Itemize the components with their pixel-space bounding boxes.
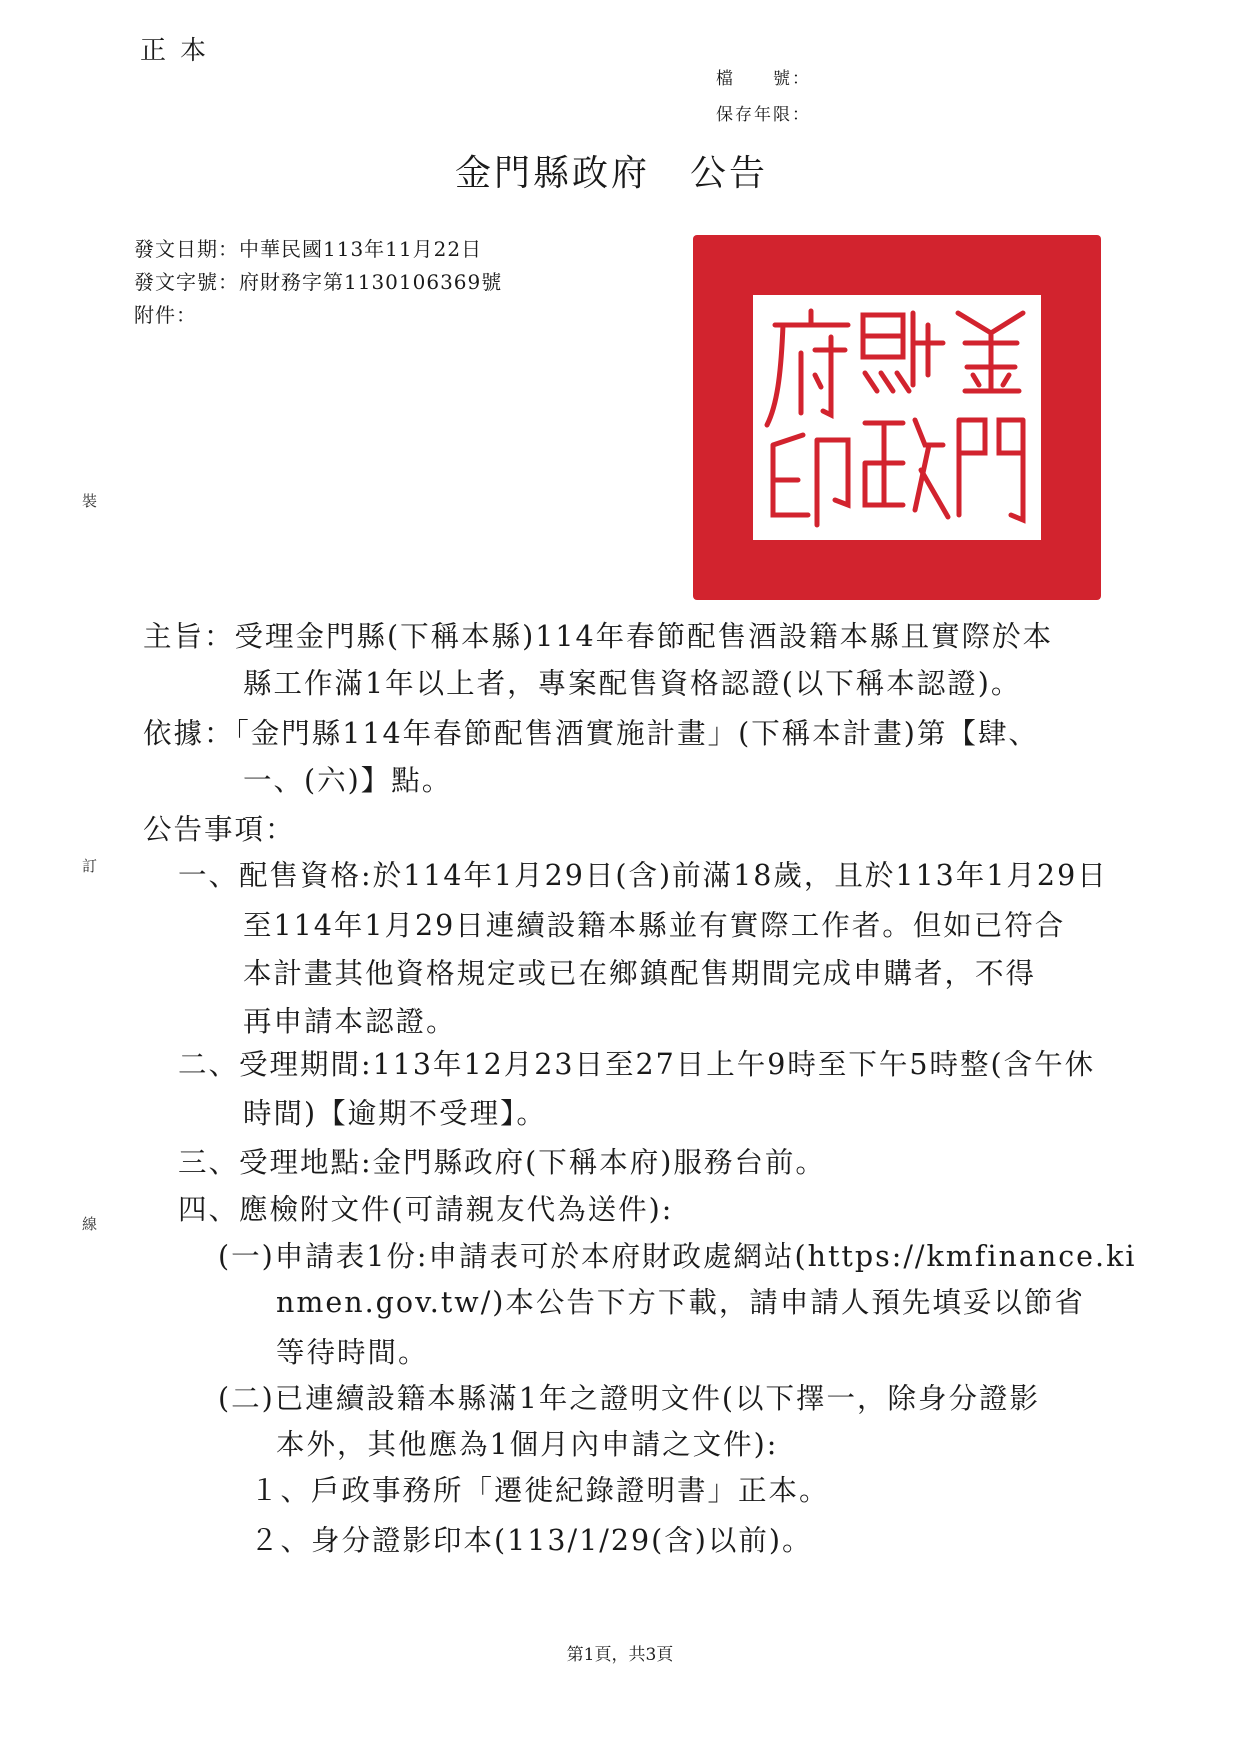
document-number: 發文字號：府財務字第1130106369號 — [134, 270, 503, 294]
binding-mark-zhuang: 裝 — [82, 492, 98, 510]
item-4b-subitem-1: １、戶政事務所「遷徙紀錄證明書」正本。 — [250, 1474, 830, 1507]
basis-line-2: 一、(六)】點。 — [243, 764, 453, 797]
item-4b-subitem-2: ２、身分證影印本(113/1/29(含)以前)。 — [250, 1524, 813, 1557]
binding-mark-xian: 線 — [82, 1215, 98, 1233]
notice-heading: 公告事項： — [143, 813, 296, 846]
page-number: 第1頁，共3頁 — [566, 1645, 674, 1665]
item-4: 四、應檢附文件(可請親友代為送件): — [178, 1193, 674, 1226]
subject-line-1: 主旨：受理金門縣(下稱本縣)114年春節配售酒設籍本縣且實際於本 — [143, 620, 1054, 653]
official-seal — [693, 235, 1101, 600]
document-title — [455, 145, 768, 196]
file-number-label: 檔 號： — [716, 69, 811, 89]
item-1-line-1: 一、配售資格:於114年1月29日(含)前滿18歲，且於113年1月29日 — [178, 859, 1108, 892]
issuing-agency: 金門縣政府 — [455, 153, 651, 194]
binding-mark-ding: 訂 — [82, 857, 98, 875]
item-3: 三、受理地點:金門縣政府(下稱本府)服務台前。 — [178, 1146, 826, 1179]
issue-date: 發文日期：中華民國113年11月22日 — [134, 237, 483, 261]
item-2-line-2: 時間)【逾期不受理】。 — [243, 1097, 547, 1130]
seal-face — [753, 295, 1041, 540]
item-4b-line-1: (二)已連續設籍本縣滿1年之證明文件(以下擇一，除身分證影 — [218, 1382, 1040, 1415]
basis-line-1: 依據：「金門縣114年春節配售酒實施計畫」(下稱本計畫)第【肆、 — [143, 717, 1039, 750]
item-4a-line-1: (一)申請表1份:申請表可於本府財政處網站(https://kmfinance.ki — [218, 1240, 1137, 1273]
item-1-line-3: 本計畫其他資格規定或已在鄉鎮配售期間完成申購者，不得 — [243, 957, 1037, 990]
subject-line-2: 縣工作滿1年以上者，專案配售資格認證(以下稱本認證)。 — [243, 667, 1022, 700]
attachment-label: 附件： — [134, 303, 197, 327]
item-1-line-4: 再申請本認證。 — [243, 1005, 457, 1038]
seal-script-graphic — [753, 295, 1041, 540]
item-4a-line-3: 等待時間。 — [276, 1336, 429, 1369]
item-4a-line-2: nmen.gov.tw/)本公告下方下載，請申請人預先填妥以節省 — [276, 1286, 1085, 1319]
item-2-line-1: 二、受理期間:113年12月23日至27日上午9時至下午5時整(含午休 — [178, 1048, 1096, 1081]
document-type: 公告 — [690, 153, 769, 194]
retention-period-label: 保存年限： — [716, 105, 811, 125]
copy-label: 正本 — [140, 36, 221, 66]
item-4b-line-2: 本外，其他應為1個月內申請之文件): — [276, 1428, 779, 1461]
item-1-line-2: 至114年1月29日連續設籍本縣並有實際工作者。但如已符合 — [243, 909, 1066, 942]
